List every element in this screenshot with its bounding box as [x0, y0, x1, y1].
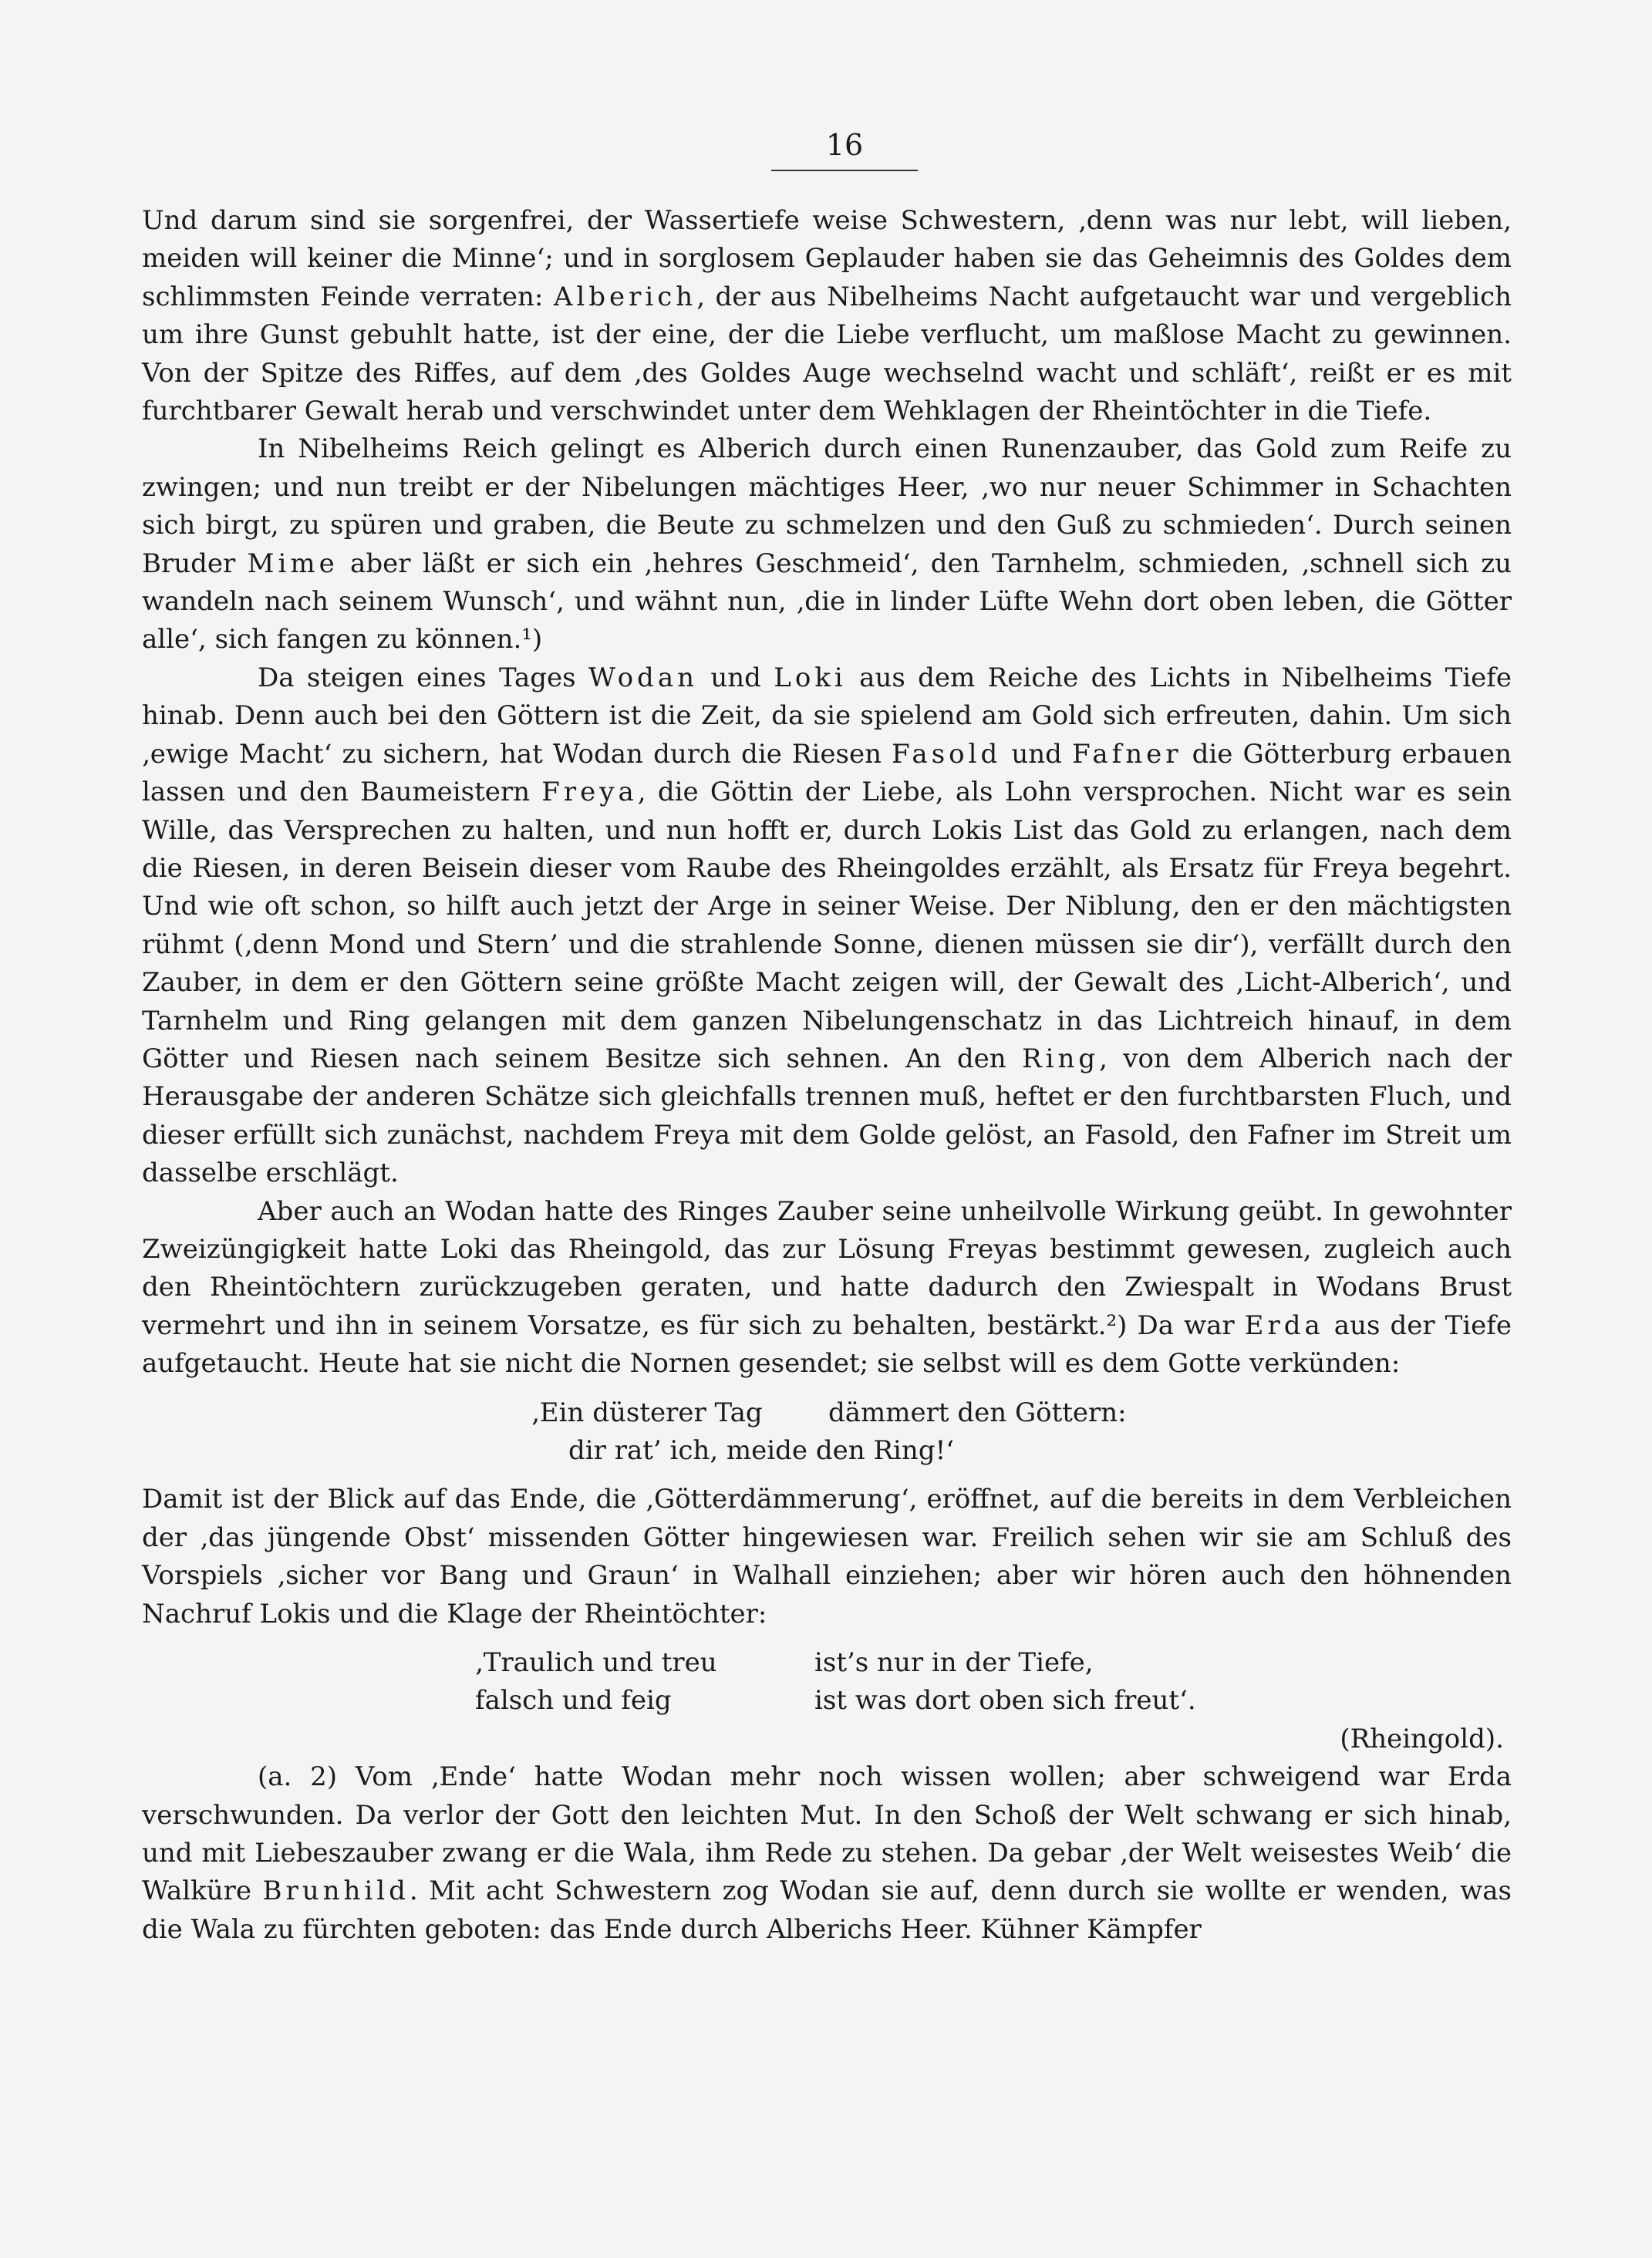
name-fasold: Fasold [892, 738, 1002, 770]
name-freya: Freya [541, 777, 638, 808]
name-loki: Loki [774, 662, 847, 693]
text: aber läßt er sich ein ‚hehres Geschmeid‘, den Tarnhelm, schmieden, ‚schnell sich zu wandeln nach seinem Wunsch‘, und wähnt nun, ‚die in linder Lüfte Wehn dort oben leben, die Götter alle‘, sich fangen zu können.¹) [142, 548, 1512, 655]
name-ring: Ring [1022, 1043, 1100, 1074]
quote-text: ‚Ein düsterer Tag [531, 1397, 763, 1428]
paragraph-6 [142, 1758, 1512, 1949]
quote-text: dämmert den Göttern: [828, 1397, 1127, 1428]
quote-2-line-1 [142, 1644, 1512, 1682]
quote-text: ‚Traulich und treu [475, 1647, 717, 1678]
quote-text: ist was dort oben sich freut‘. [814, 1685, 1196, 1717]
text: . Mit acht Schwestern zog Wodan sie auf, denn durch sie wollte er wenden, was die Wala zu fürchten geboten: das Ende durch Alberichs Heer. Kühner Kämpfer [142, 1875, 1512, 1945]
name-erda: Erda [1244, 1309, 1324, 1341]
body-text [142, 202, 1512, 1949]
quote-source: (Rheingold). [1340, 1723, 1504, 1754]
header-rule [771, 170, 918, 171]
text: aus dem Reiche des Lichts in Nibelheims Tiefe hinab. Denn auch bei den Göttern ist die Zeit, da sie spielend am Gold sich erfreuten, dahin. Um sich ‚ewige Macht‘ zu sichern, hat Wodan durch die Riesen [142, 662, 1512, 770]
text: In Nibelheims Reich gelingt es Alberich durch einen Runenzauber, das Gold zum Reife zu zwingen; und nun treibt er der Nibelungen mächtiges Heer, ‚wo nur neuer Schimmer in Schachten sich birgt, zu spüren und graben, die Beute zu schmelzen und den Guß zu schmieden‘. Durch seinen Bruder [142, 433, 1512, 579]
text: aus der Tiefe aufgetaucht. Heute hat sie nicht die Nornen gesendet; sie selbst will es dem Gotte verkünden: [142, 1309, 1512, 1380]
text: Aber auch an Wodan hatte des Ringes Zauber seine unheilvolle Wirkung geübt. In gewohnter Zweizüngigkeit hatte Loki das Rheingold, das zur Lösung Freyas bestimmt gewesen, zugleich auch den Rheintöchtern zurückzugeben geraten, und hatte dadurch den Zwiespalt in Wodans Brust vermehrt und ihn in seinem Vorsatze, es für sich zu behalten, bestärkt.²) Da war [142, 1195, 1512, 1341]
paragraph-1 [142, 202, 1512, 430]
text: und [1001, 738, 1073, 770]
text: , der aus Nibelheims Nacht aufgetaucht war und vergeblich um ihre Gunst gebuhlt hatte, ist der eine, der die Liebe verflucht, um maßlose Macht zu gewinnen. Von der Spitze des Riffes, auf dem ‚des Goldes Auge wechselnd wacht und schläft‘, reißt er es mit furchtbarer Gewalt herab und verschwindet unter dem Wehklagen der Rheintöchter in die Tiefe. [142, 281, 1512, 427]
text: Da steigen eines Tages [258, 662, 588, 693]
quote-text: falsch und feig [475, 1685, 672, 1717]
text: die Götterburg erbauen lassen und den Baumeistern [142, 738, 1512, 808]
text: , die Göttin der Liebe, als Lohn versprochen. Nicht war es sein Wille, das Versprechen zu halten, und nun hofft er, durch Lokis List das Gold zu erlangen, nach dem die Riesen, in deren Beisein dieser vom Raube des Rheingoldes erzählt, als Ersatz für Freya begehrt. Und wie oft schon, so hilft auch jetzt der Arge in seiner Weise. Der Niblung, den er den mächtigsten rühmt (‚denn Mond und Stern’ und die strahlende Sonne, dienen müssen sie dir‘), verfällt durch den Zauber, in dem er den Göttern seine größte Macht zeigen will, der Gewalt des ‚Licht-Alberich‘, und Tarnhelm und Ring gelangen mit dem ganzen Nibelungenschatz in das Lichtreich hinauf, in dem Götter und Riesen nach seinem Besitze sich sehnen. An den [142, 777, 1512, 1074]
text: , von dem Alberich nach der Herausgabe der anderen Schätze sich gleichfalls trennen muß, heftet er den furchtbarsten Fluch, und dieser erfüllt sich zunächst, nachdem Freya mit dem Golde gelöst, an Fasold, den Fafner im Streit um dasselbe erschlägt. [142, 1043, 1512, 1189]
name-mime: Mime [247, 548, 339, 579]
paragraph-3 [142, 659, 1512, 1193]
quote-1-line-1 [142, 1394, 1512, 1432]
text: Und darum sind sie sorgenfrei, der Wassertiefe weise Schwestern, ‚denn was nur lebt, will lieben, meiden will keiner die Minne‘; und in sorglosem Geplauder haben sie das Geheimnis des Goldes dem schlimmsten Feinde verraten: [142, 205, 1512, 312]
quote-text: dir rat’ ich, meide den Ring!‘ [568, 1434, 955, 1466]
text: Vom ‚Ende‘ hatte Wodan mehr noch wissen wollen; aber schweigend war Erda verschwunden. Da verlor der Gott den leichten Mut. In den Schoß der Welt schwang er sich hinab, und mit Liebeszauber zwang er die Wala, ihm Rede zu stehen. Da gebar ‚der Welt weisestes Weib‘ die Walküre [142, 1761, 1512, 1907]
quote-1-line-2 [142, 1432, 1512, 1470]
name-brunhild: Brunhild [262, 1875, 410, 1907]
name-wodan: Wodan [588, 662, 698, 693]
quote-text: ist’s nur in der Tiefe, [814, 1647, 1094, 1678]
paragraph-4 [142, 1193, 1512, 1383]
text: Damit ist der Blick auf das Ende, die ‚Götterdämmerung‘, eröffnet, auf die bereits in dem Verbleichen der ‚das jüngende Obst‘ missenden Götter hingewiesen war. Freilich sehen wir sie am Schluß des Vorspiels ‚sicher vor Bang und Graun‘ in Walhall einziehen; aber wir hören auch den höhnenden Nachruf Lokis und die Klage der Rheintöchter: [142, 1484, 1512, 1629]
text: und [698, 662, 774, 693]
section-marker: (a. 2) [258, 1761, 338, 1793]
paragraph-5 [142, 1481, 1512, 1633]
name-fafner: Fafner [1072, 738, 1182, 770]
quote-2-line-2 [142, 1682, 1512, 1720]
page-number: 16 [825, 128, 864, 162]
paragraph-2 [142, 430, 1512, 659]
name-alberich: Alberich [553, 281, 697, 312]
